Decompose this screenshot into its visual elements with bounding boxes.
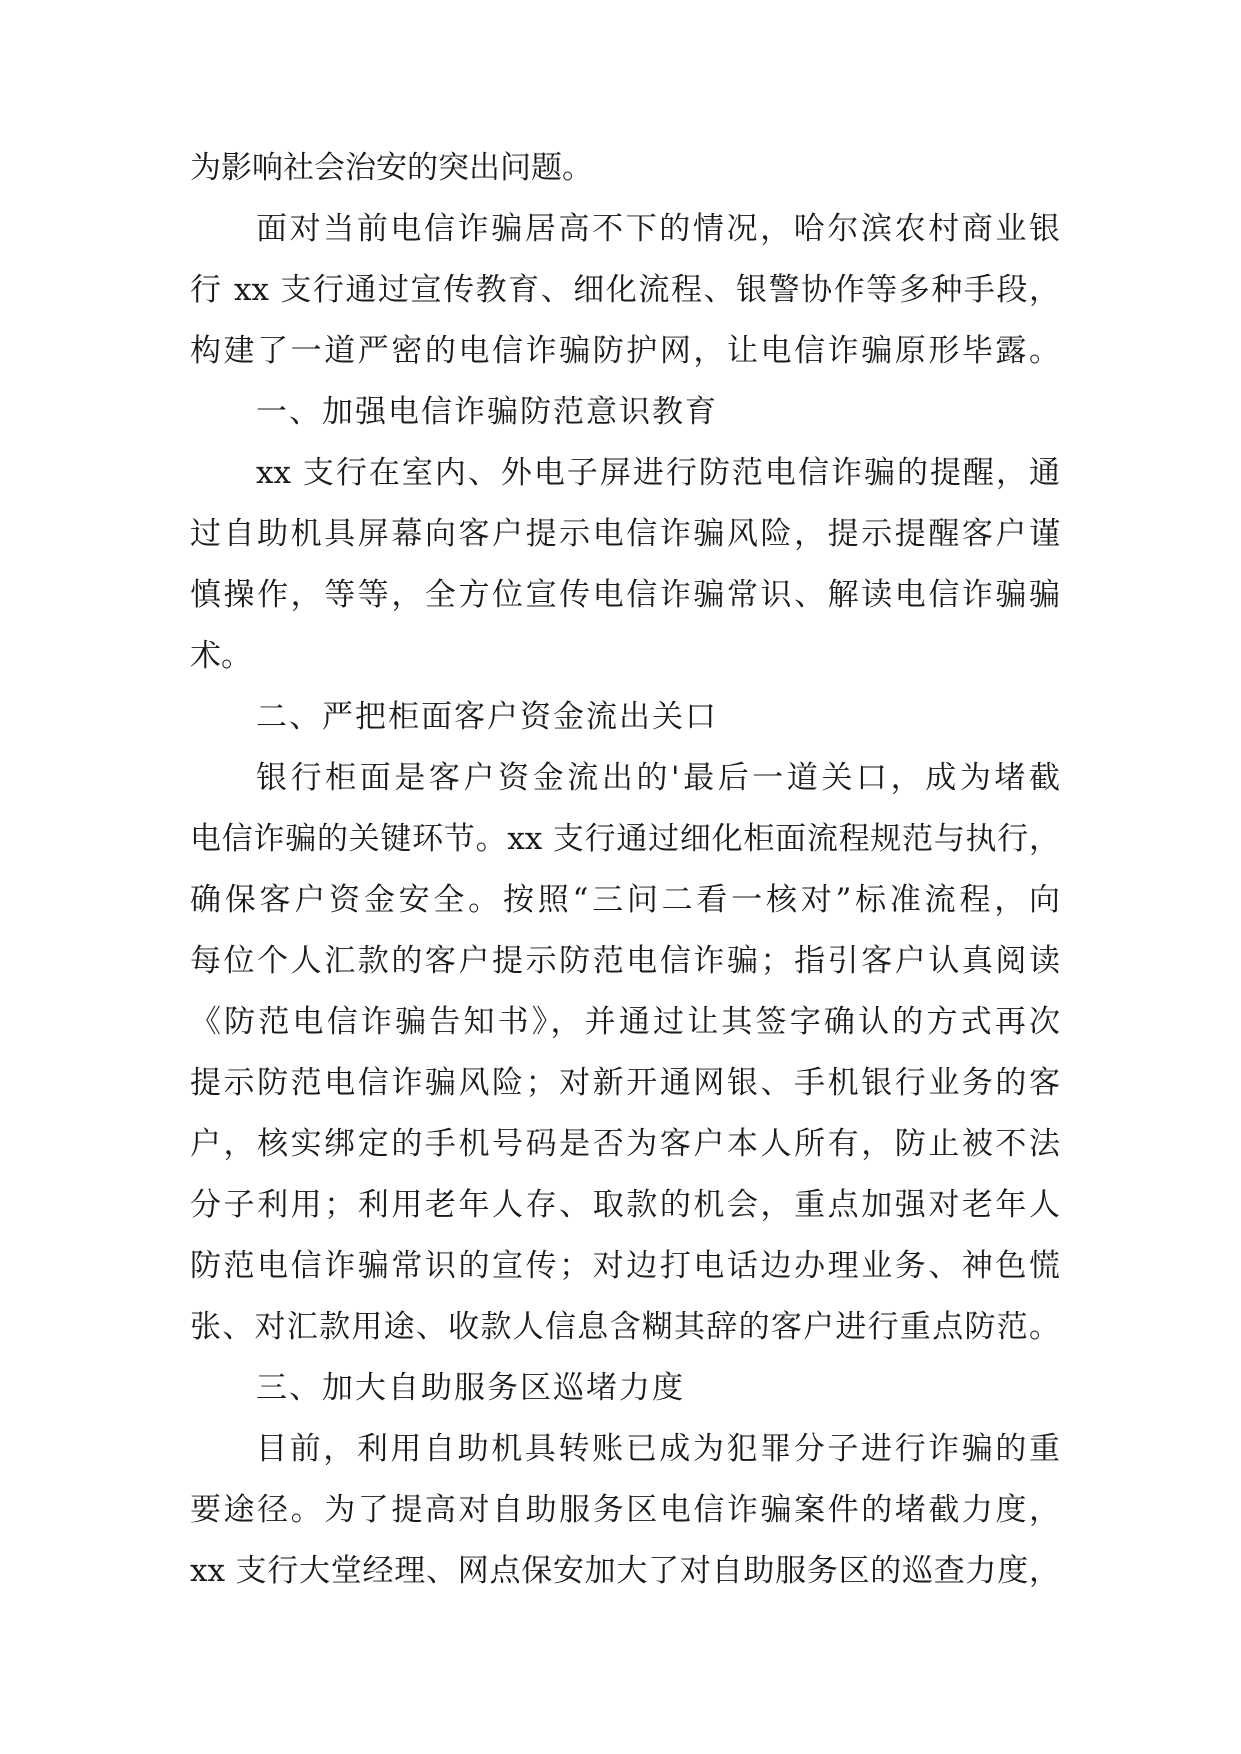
text-line: 为影响社会治安的突出问题。 [190, 150, 593, 186]
section-heading: 一、加强电信诈骗防范意识教育 [256, 394, 718, 430]
paragraph-first-line: xx 支行在室内、外电子屏进行防范电信诈骗的提醒，通 [256, 455, 1060, 491]
text-line: 每位个人汇款的客户提示防范电信诈骗；指引客户认真阅读 [190, 943, 1060, 979]
text-line: 户，核实绑定的手机号码是否为客户本人所有，防止被不法 [190, 1126, 1060, 1162]
text-line: 分子利用；利用老年人存、取款的机会，重点加强对老年人 [190, 1187, 1060, 1223]
text-line: 防范电信诈骗常识的宣传；对边打电话边办理业务、神色慌 [190, 1248, 1060, 1284]
text-line: 提示防范电信诈骗风险；对新开通网银、手机银行业务的客 [190, 1065, 1060, 1101]
text-line: 要途径。为了提高对自助服务区电信诈骗案件的堵截力度， [190, 1492, 1060, 1528]
paragraph-first-line: 目前，利用自助机具转账已成为犯罪分子进行诈骗的重 [256, 1431, 1060, 1467]
section-heading: 二、严把柜面客户资金流出关口 [256, 699, 718, 735]
text-line: 电信诈骗的关键环节。xx 支行通过细化柜面流程规范与执行， [190, 821, 1060, 857]
section-heading: 三、加大自助服务区巡堵力度 [256, 1370, 685, 1406]
text-line: xx 支行大堂经理、网点保安加大了对自助服务区的巡查力度， [190, 1553, 1060, 1589]
text-line: 行 xx 支行通过宣传教育、细化流程、银警协作等多种手段， [190, 272, 1060, 308]
paragraph-first-line: 银行柜面是客户资金流出的'最后一道关口，成为堵截 [256, 760, 1060, 796]
text-line: 张、对汇款用途、收款人信息含糊其辞的客户进行重点防范。 [190, 1309, 1060, 1345]
text-line: 术。 [190, 638, 252, 674]
text-line: 慎操作，等等，全方位宣传电信诈骗常识、解读电信诈骗骗 [190, 577, 1060, 613]
paragraph-first-line: 面对当前电信诈骗居高不下的情况，哈尔滨农村商业银 [256, 211, 1060, 247]
text-line: 过自助机具屏幕向客户提示电信诈骗风险，提示提醒客户谨 [190, 516, 1060, 552]
text-line: 确保客户资金安全。按照“三问二看一核对”标准流程，向 [190, 882, 1060, 918]
text-line: 构建了一道严密的电信诈骗防护网，让电信诈骗原形毕露。 [190, 333, 1060, 369]
text-line: 《防范电信诈骗告知书》，并通过让其签字确认的方式再次 [190, 1004, 1060, 1040]
